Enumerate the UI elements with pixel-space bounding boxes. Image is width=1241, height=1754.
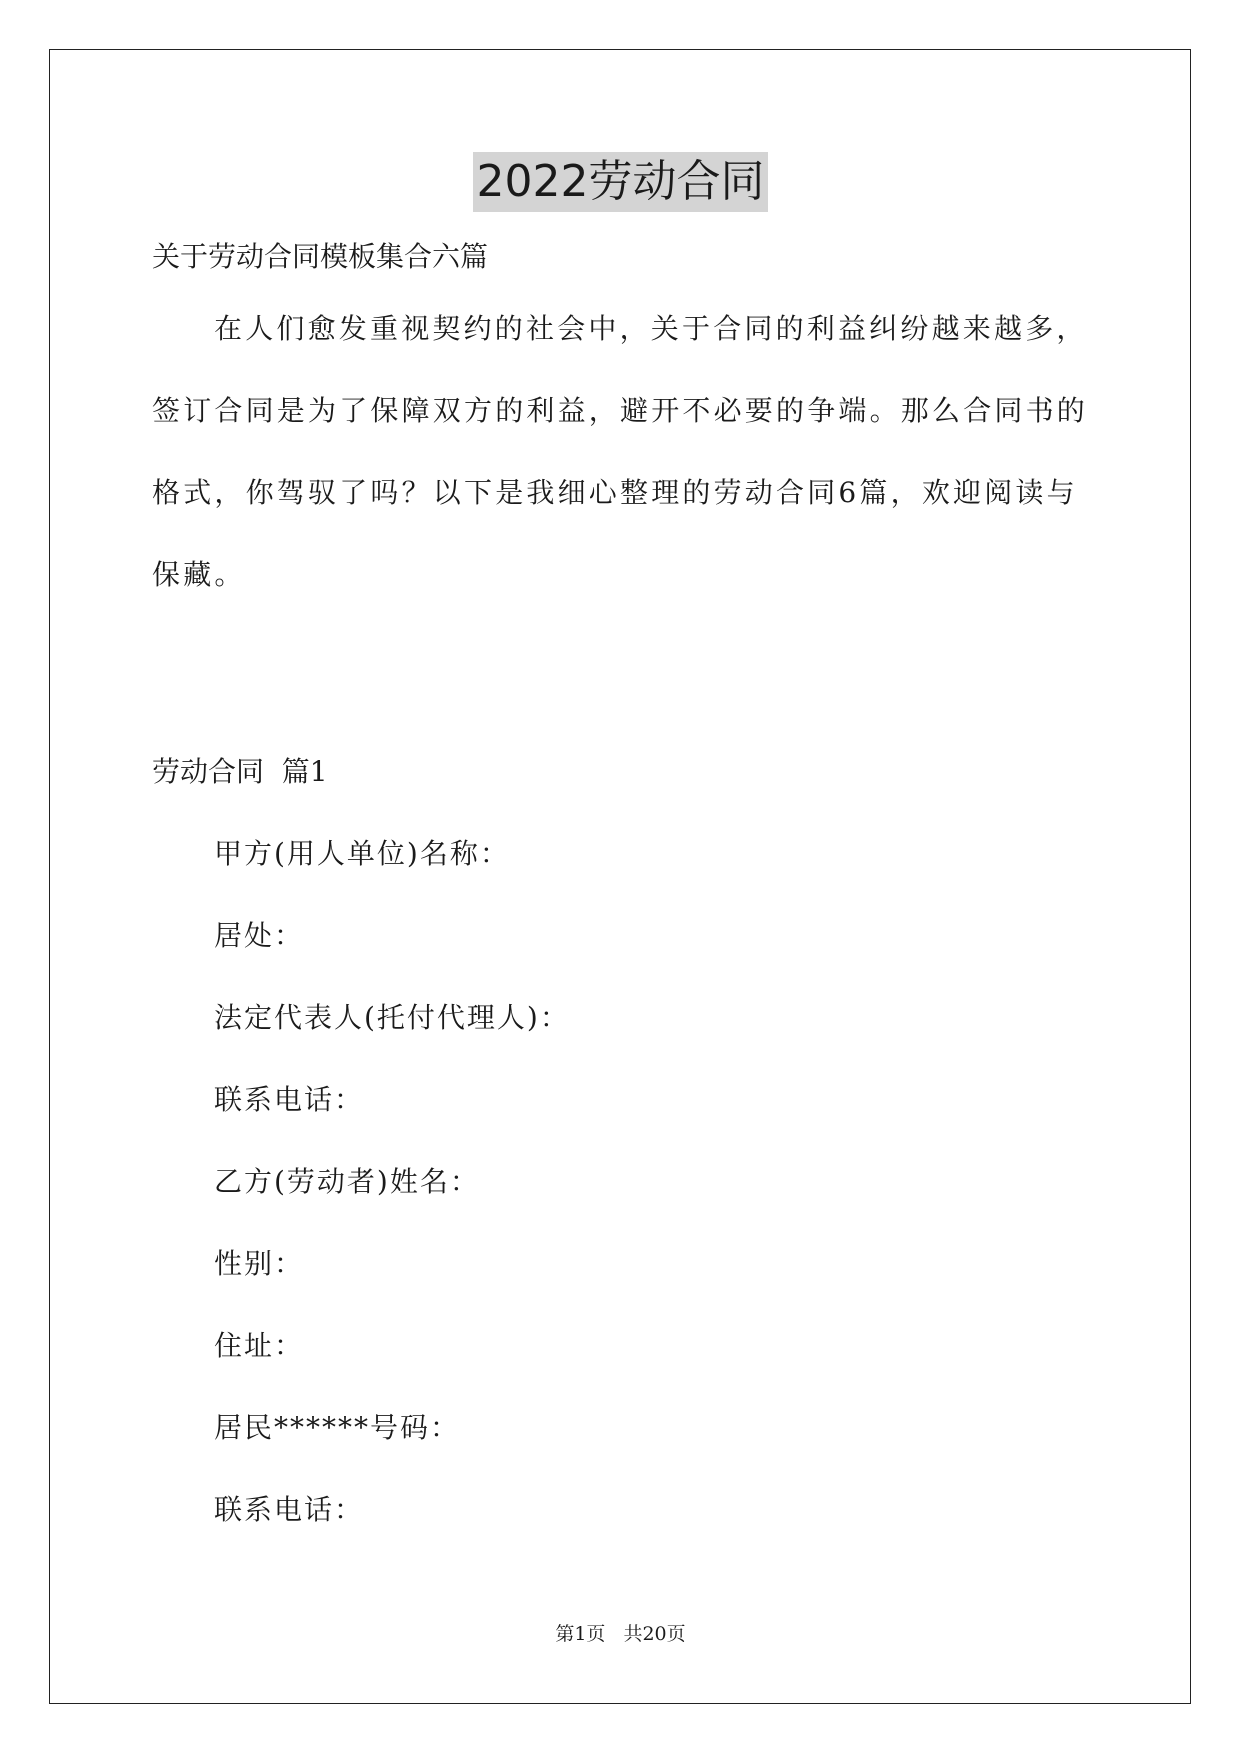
intro-line: 签订合同是为了保障双方的利益，避开不必要的争端。那么合同书的 [152,394,1089,427]
field-employer-phone: 联系电话： [214,1083,365,1116]
field-employee-name: 乙方(劳动者)姓名： [214,1165,480,1198]
field-id-number: 居民******号码： [214,1411,461,1444]
intro-line: 保藏。 [152,558,246,591]
field-employer-name: 甲方(用人单位)名称： [214,837,510,870]
field-address: 住址： [214,1329,305,1362]
page-number: 第1页 [555,1623,606,1645]
page-footer [0,1621,1241,1647]
field-employer-address: 居处： [214,919,305,952]
intro-line: 在人们愈发重视契约的社会中，关于合同的利益纠纷越来越多， [214,312,1088,345]
page-total: 共20页 [623,1623,686,1645]
intro-line: 格式，你驾驭了吗？以下是我细心整理的劳动合同6篇，欢迎阅读与 [152,476,1078,509]
document-title-container [0,152,1241,212]
document-subtitle: 关于劳动合同模板集合六篇 [152,240,489,273]
section-heading: 劳动合同 篇1 [152,755,328,788]
field-employee-phone: 联系电话： [214,1493,365,1526]
document-title: 2022劳动合同 [473,152,769,212]
field-gender: 性别： [214,1247,305,1280]
intro-paragraph [152,288,1092,616]
field-legal-representative: 法定代表人(托付代理人)： [214,1001,570,1034]
